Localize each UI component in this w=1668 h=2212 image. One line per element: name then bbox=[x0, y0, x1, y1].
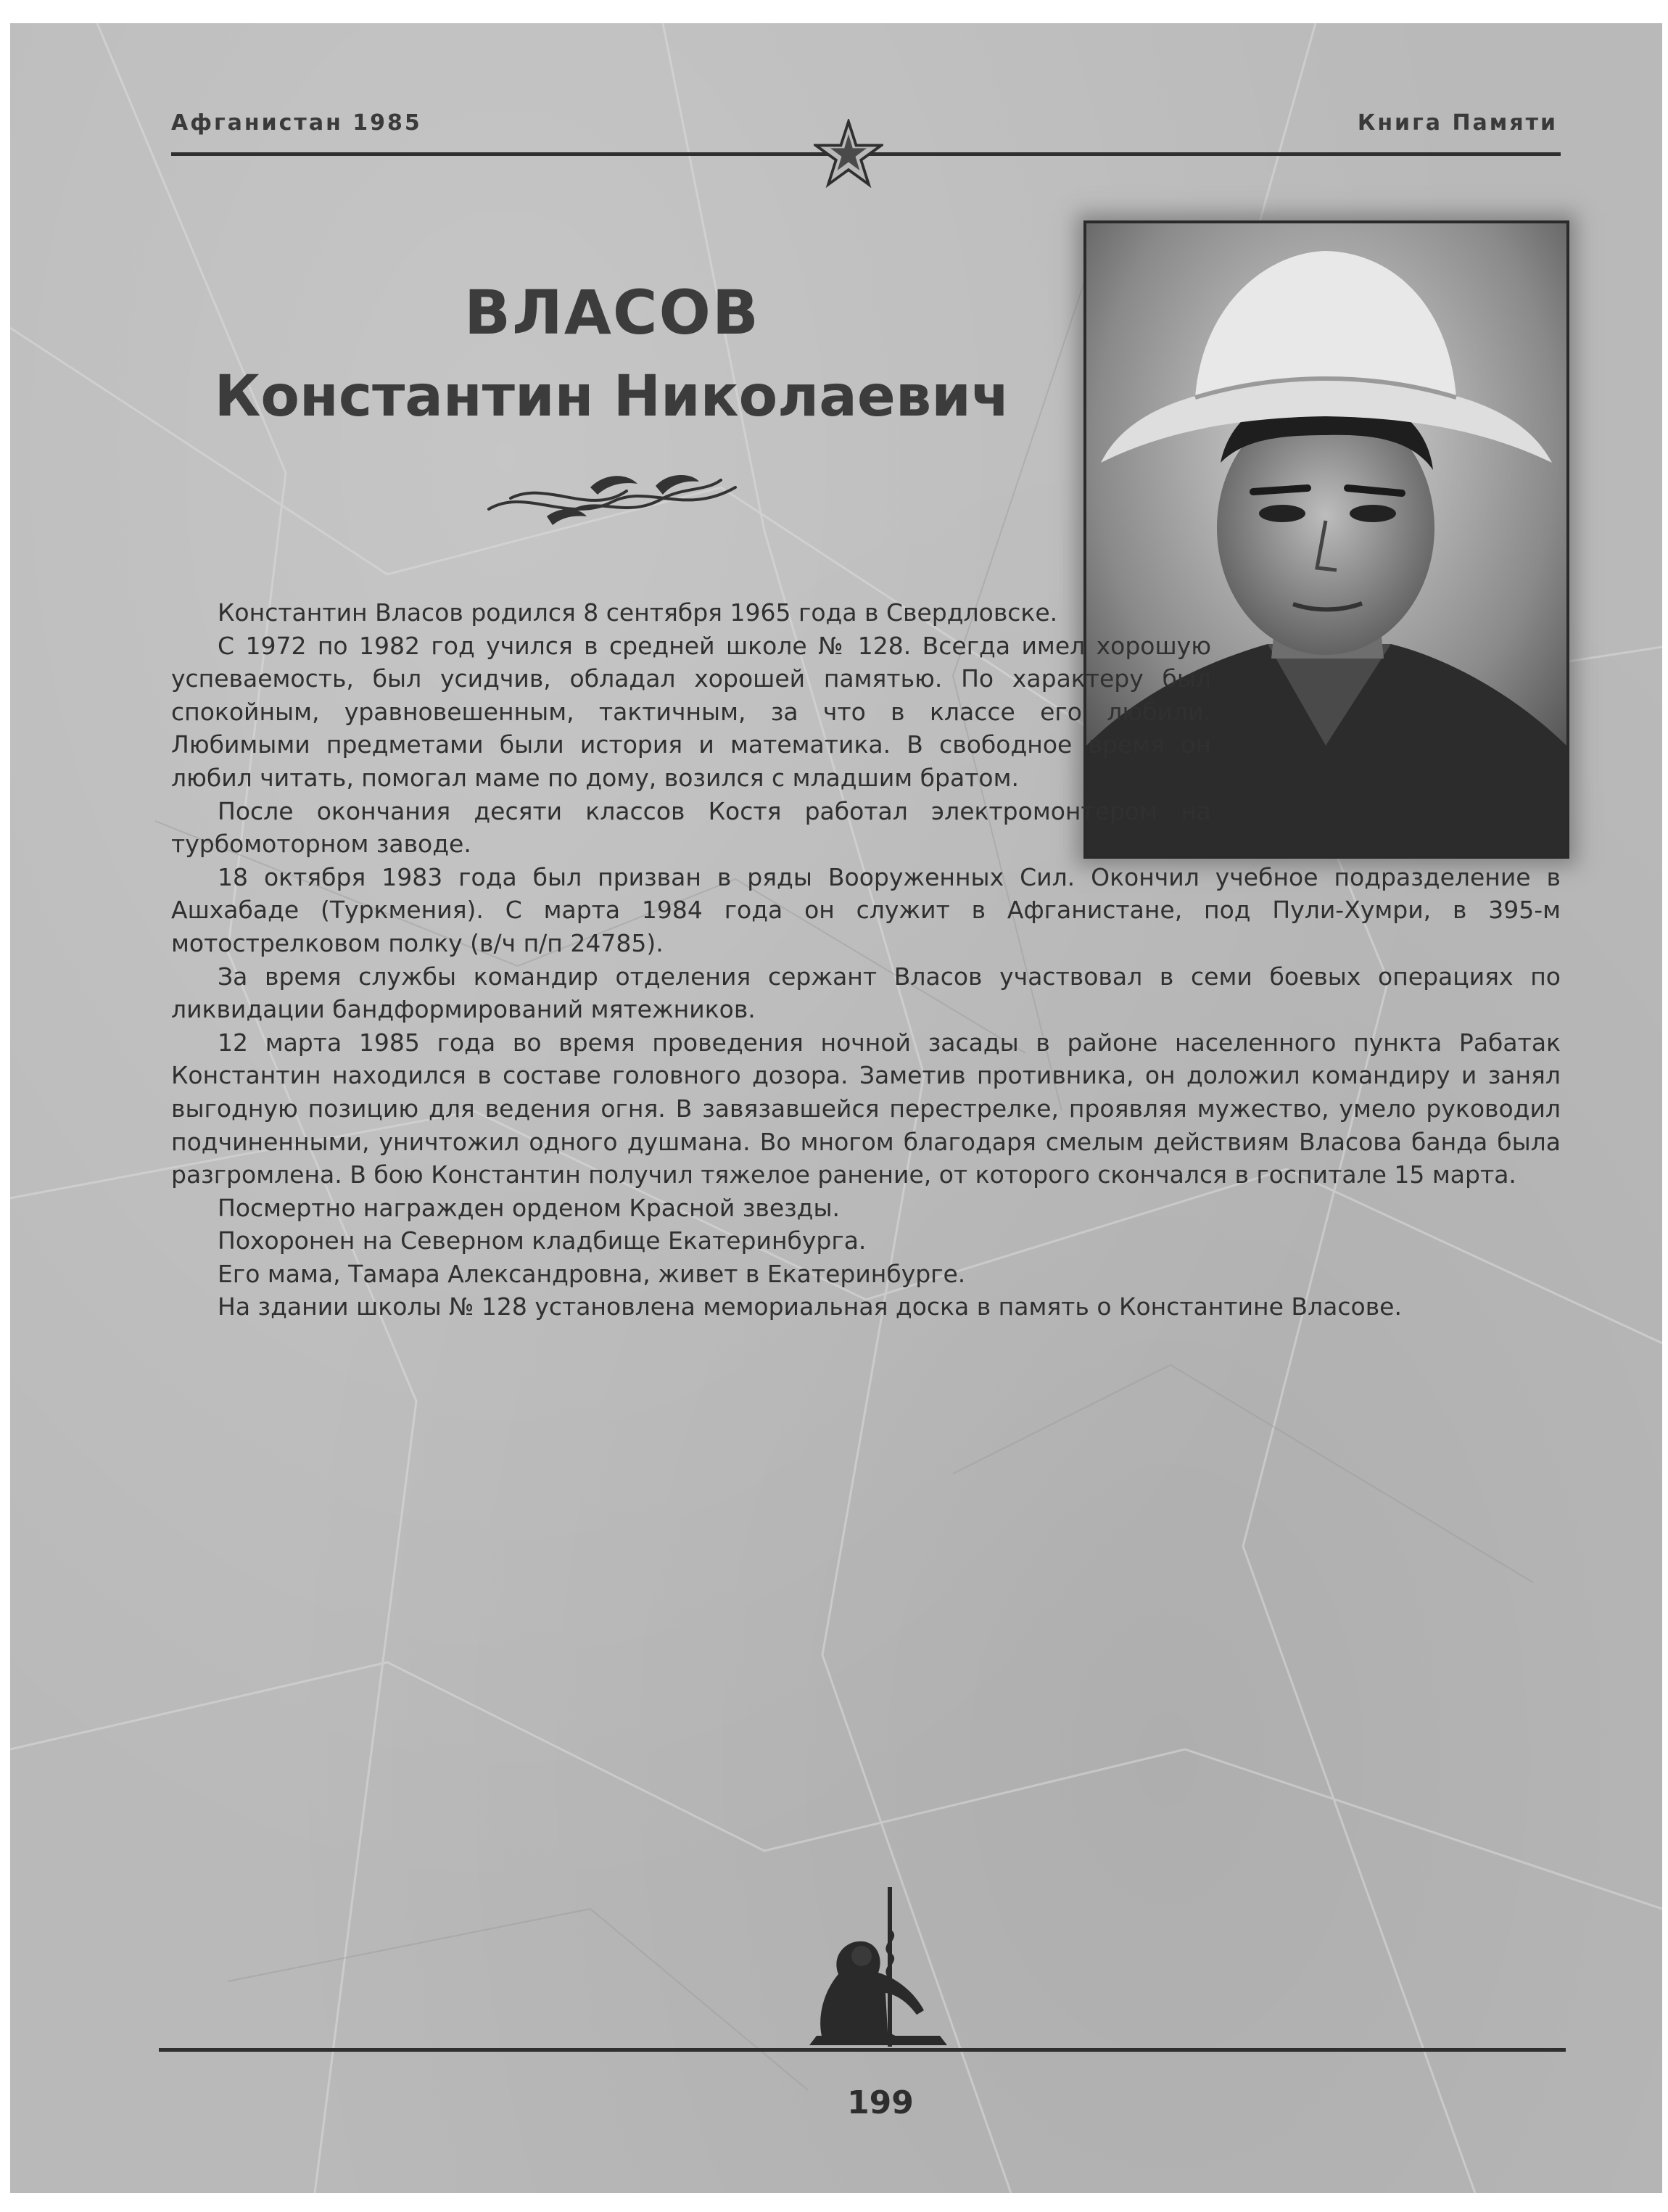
biography-paragraph: Похоронен на Северном кладбище Екатеринбурга. bbox=[218, 1226, 867, 1255]
biography-paragraph: Его мама, Тамара Александровна, живет в Екатеринбурге. bbox=[218, 1259, 966, 1288]
biography-paragraph: На здании школы № 128 установлена мемориальная доска в память о Константине Власове. bbox=[218, 1292, 1402, 1321]
biography-paragraph: За время службы командир отделения сержант Власов участвовал в семи боевых операциях по ликвидации бандформирований мятежников. bbox=[171, 962, 1561, 1024]
biography-paragraph: Посмертно награжден орденом Красной звезды. bbox=[218, 1193, 841, 1222]
biography-paragraph: 12 марта 1985 года во время проведения ночной засады в районе населенного пункта Рабатак Константин находился в составе головного дозора. Заметив противника, он доложил командиру и занял выгодную позицию для ведения огня. В завязавшейся перестрелке, проявляя мужество, умело руководил подчиненными, уничтожил одного душмана. Во многом благодаря смелым действиям Власова банда была разгромлена. В бою Константин получил тяжелое ранение, от которого скончался в госпитале 15 марта. bbox=[171, 1028, 1561, 1189]
biography-paragraph: С 1972 по 1982 год учился в средней школе № 128. Всегда имел хорошую успеваемость, был усидчив, обладал хорошей памятью. По характеру был спокойным, уравновешенным, тактичным, за что в классе его любили. Любимыми предметами были история и математика. В свободное время он любил читать, помогал маме по дому, возился с младшим братом. bbox=[171, 631, 1211, 792]
flourish-ornament-icon bbox=[482, 466, 743, 531]
footer-rule bbox=[159, 2048, 1566, 2052]
biography-text bbox=[171, 596, 1561, 1324]
running-header-right: Книга Памяти bbox=[1357, 110, 1558, 136]
soldier-vignette-icon bbox=[795, 1887, 966, 2047]
person-given-name: Константин Николаевич bbox=[214, 364, 1010, 429]
biography-paragraph: Константин Власов родился 8 сентября 1965 года в Свердловске. bbox=[218, 598, 1058, 627]
book-page bbox=[10, 23, 1662, 2193]
page-number: 199 bbox=[847, 2084, 914, 2121]
biography-paragraph: 18 октября 1983 года был призван в ряды Вооруженных Сил. Окончил учебное подразделение в Ашхабаде (Туркмения). С марта 1984 года он служит в Афганистане, под Пули-Хумри, в 395-м мотострелковом полку (в/ч п/п 24785). bbox=[171, 862, 1561, 957]
biography-paragraph: После окончания десяти классов Костя работал электромонтером на турбомоторном заводе. bbox=[171, 796, 1211, 859]
running-header-left: Афганистан 1985 bbox=[171, 110, 422, 136]
star-icon bbox=[814, 119, 883, 189]
person-surname: ВЛАСОВ bbox=[464, 277, 760, 348]
